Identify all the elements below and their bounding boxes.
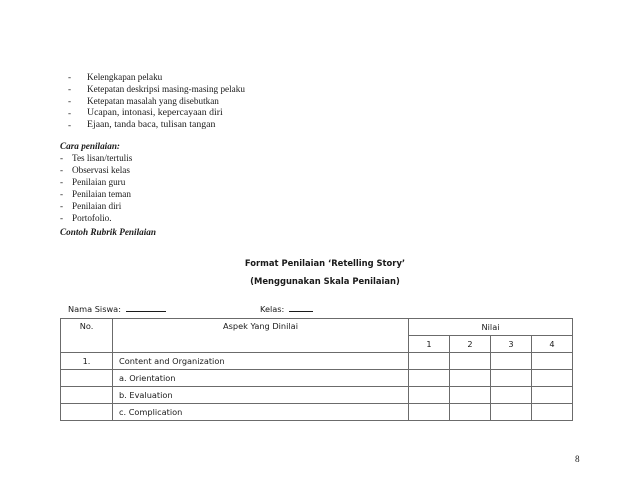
header-no: No. [61,319,113,353]
score-cell[interactable] [491,404,532,421]
table-header-row [61,319,573,336]
score-cell[interactable] [491,353,532,370]
table-row [61,387,573,404]
assessment-method-text: Penilaian diri [72,201,122,211]
row-no [61,404,113,421]
assessment-method-text: Portofolio. [72,213,112,223]
class-field [260,302,313,314]
class-blank [289,302,313,312]
table-row [61,404,573,421]
assessment-method-text: Tes lisan/tertulis [72,153,133,163]
assessment-method-text: Penilaian guru [72,177,126,187]
score-cell[interactable] [532,404,573,421]
criteria-item-text: Ketepatan deskripsi masing-masing pelaku [87,84,245,94]
score-cell[interactable] [491,370,532,387]
bullet-dash: - [68,108,72,118]
student-name-blank [126,302,166,312]
header-score: Nilai [409,319,573,336]
header-aspect: Aspek Yang Dinilai [113,319,409,353]
row-no: 1. [61,353,113,370]
bullet-dash: - [68,96,72,106]
score-cell[interactable] [450,404,491,421]
score-cell[interactable] [532,387,573,404]
table-row [61,353,573,370]
bullet-dash: - [68,72,72,82]
score-cell[interactable] [450,387,491,404]
student-name-label: Nama Siswa: [68,304,121,314]
score-level: 4 [532,336,573,353]
row-aspect: a. Orientation [113,370,409,387]
score-cell[interactable] [532,370,573,387]
score-cell[interactable] [532,353,573,370]
class-label: Kelas: [260,304,285,314]
score-cell[interactable] [450,370,491,387]
bullet-dash: - [60,165,64,175]
score-cell[interactable] [409,404,450,421]
form-subtitle: (Menggunakan Skala Penilaian) [250,276,400,286]
student-name-field [68,302,166,314]
score-level: 3 [491,336,532,353]
criteria-item-text: Ucapan, intonasi, kepercayaan diri [87,107,223,118]
table-row [61,370,573,387]
score-cell[interactable] [491,387,532,404]
score-cell[interactable] [409,370,450,387]
bullet-dash: - [60,153,64,163]
rubric-table [60,318,573,421]
form-title: Format Penilaian ‘Retelling Story’ [244,258,406,268]
assessment-method-text: Observasi kelas [72,165,130,175]
bullet-dash: - [68,84,72,94]
criteria-item-text: Ketepatan masalah yang disebutkan [87,96,219,106]
score-level: 2 [450,336,491,353]
bullet-dash: - [60,177,64,187]
criteria-item-text: Kelengkapan pelaku [87,72,163,82]
row-aspect: Content and Organization [113,353,409,370]
bullet-dash: - [60,189,64,199]
score-cell[interactable] [409,353,450,370]
row-aspect: c. Complication [113,404,409,421]
rubric-example-heading: Contoh Rubrik Penilaian [60,227,156,237]
bullet-dash: - [60,213,64,223]
score-level: 1 [409,336,450,353]
row-aspect: b. Evaluation [113,387,409,404]
score-cell[interactable] [409,387,450,404]
assessment-heading: Cara penilaian: [60,141,120,151]
assessment-method-text: Penilaian teman [72,189,131,199]
row-no [61,370,113,387]
bullet-dash: - [68,120,72,130]
score-cell[interactable] [450,353,491,370]
row-no [61,387,113,404]
criteria-item-text: Ejaan, tanda baca, tulisan tangan [87,119,216,130]
bullet-dash: - [60,201,64,211]
page-number: 8 [575,454,580,464]
